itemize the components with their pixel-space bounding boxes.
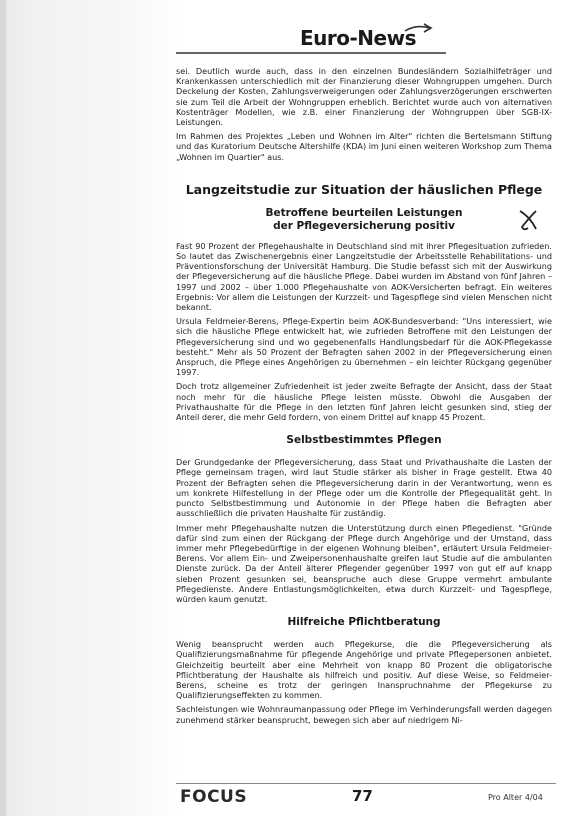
article-paragraph: Immer mehr Pflegehaushalte nutzen die Unterstützung durch einen Pflegedienst. "Gründe dafür sind zum einen der Rückgang der Pflege durch Angehörige und der Umstand, dass immer mehr Pflegebedürftige in der eigenen Wohnung bleiben", erläutert Ursula Feldmeier-Berens. Vor allem Ein- und Zweipersonenhaushalte greifen laut Studie auf die ambulanten Dienste zurück. Da der Anteil älterer Pflegender gegenüber 1997 von gut elf auf knapp sieben Prozent gesunken sei, beanspruche auch diese Gruppe vermehrt ambulante Pflegedienste. Andere Entlastungsmöglichkeiten, etwa durch Kurzzeit- und Tagespflege, würden kaum genutzt. [176, 522, 552, 604]
article-paragraph: Fast 90 Prozent der Pflegehaushalte in Deutschland sind mit ihrer Pflegesituation zufrieden. So lautet das Zwischenergebnis einer Langzeitstudie der Arbeitsstelle Rehabilitations- und Präventionsforschung der Universität Hamburg. Die Studie befasst sich mit der Auswirkung der Pflegeversicherung auf die häusliche Pflege. Dabei wurden im Abstand von fünf Jahren – 1997 und 2002 – über 1.000 Pflegehaushalte von AOK-Versicherten befragt. Ein weiteres Ergebnis: Vor allem die Leistungen der Kurzzeit- und Tagespflege sind vielen Menschen nicht bekannt. [176, 240, 552, 313]
footer-brand: FOCUS [180, 787, 248, 807]
article-paragraph: Sachleistungen wie Wohnraumanpassung oder Pflege im Verhinderungsfall werden dagegen zunehmend stärker beansprucht, bewegen sich aber auf niedrigem Ni- [176, 704, 552, 725]
subtitle-block [176, 207, 552, 233]
section-heading: Hilfreiche Pflichtberatung [287, 616, 441, 629]
page-number: 77 [352, 787, 373, 805]
issue-label: Pro Alter 4/04 [488, 793, 543, 802]
article-title: Langzeitstudie zur Situation der häuslichen Pflege [185, 181, 543, 197]
arrow-icon [404, 22, 434, 36]
section-heading: Selbstbestimmtes Pflegen [286, 434, 442, 447]
article-paragraph: Wenig beansprucht werden auch Pflegekurse, die die Pflegeversicherung als Qualifizierungsmaßnahme für pflegende Angehörige und private Pflegepersonen anbietet. Gleichzeitig beurteilt aber eine Mehrheit von knapp 80 Prozent die obligatorische Pflichtberatung der Haushalte als hilfreich und positiv. Auf diese Weise, so Feldmeier-Berens, scheine es trotz der geringen Inanspruchnahme der Pflegekurse zu Qualifizierungseffekten zu kommen. [176, 639, 552, 701]
subtitle-line: der Pflegeversicherung positiv [273, 219, 455, 232]
intro-paragraph: Im Rahmen des Projektes „Leben und Wohnen im Alter" richten die Bertelsmann Stiftung und das Kuratorium Deutsche Altershilfe (KDA) im Juni einen weiteren Workshop zum Thema „Wohnen im Quartier" aus. [176, 131, 552, 162]
header-rule [176, 52, 446, 54]
page-edge [0, 0, 6, 816]
intro-paragraph: sei. Deutlich wurde auch, dass in den einzelnen Bundesländern Sozialhilfeträger und Krankenkassen unterschiedlich mit der Finanzierung dieser Wohngruppen umgehen. Durch Deckelung der Kosten, Zahlungsverweigerungen oder Zahlungsverzögerungen erschwerten sie zum Teil die Arbeit der Wohngruppen erheblich. Berichtet wurde auch von alternativen Kostenträger Modellen, wie z.B. einer Finanzierung der Wohngruppen über SGB-IX-Leistungen. [176, 66, 552, 128]
footer-rule [176, 783, 556, 784]
article-paragraph: Ursula Feldmeier-Berens, Pflege-Expertin beim AOK-Bundesverband: "Uns interessiert, wie sich die häusliche Pflege entwickelt hat, wie zufrieden Betroffene mit den Leistungen der Pflegeversicherung sind und wo gegebenenfalls Handlungsbedarf für die AOK-Pflegekasse besteht." Mehr als 50 Prozent der Befragten sahen 2002 in der Pflegeversicherung einen Anspruch, die Pflege eines Angehörigen zu übernehmen – ein leichter Rückgang gegenüber 1997. [176, 316, 552, 378]
article-paragraph: Der Grundgedanke der Pflegeversicherung, dass Staat und Privathaushalte die Lasten der Pflege gemeinsam tragen, wird laut Studie stärker als bisher in Frage gestellt. Etwa 40 Prozent der Befragten sehen die Pflegeversicherung darin in der Verantwortung, wenn es um konkrete Hilfestellung in der Pflege oder um die Kontrolle der Pflegequalität geht. In puncto Selbstbestimmung und Autonomie in der Pflege haben die Befragten aber ausschließlich die privaten Haushalte für zuständig. [176, 457, 552, 519]
article-paragraph: Doch trotz allgemeiner Zufriedenheit ist jeder zweite Befragte der Ansicht, dass der Staat noch mehr für die häusliche Pflege leisten müsste. Obwohl die Ausgaben der Privathaushalte für die Pflege in den letzten fünf Jahren leicht gesunken sind, stieg der Anteil derer, die mehr Geld fordern, von einem Drittel auf knapp 45 Prozent. [176, 381, 552, 423]
handwritten-mark-icon [516, 207, 542, 233]
subtitle-line: Betroffene beurteilen Leistungen [265, 206, 463, 219]
header-brand: Euro-News [300, 26, 416, 50]
article-body [176, 66, 552, 729]
article-subtitle [176, 207, 552, 233]
